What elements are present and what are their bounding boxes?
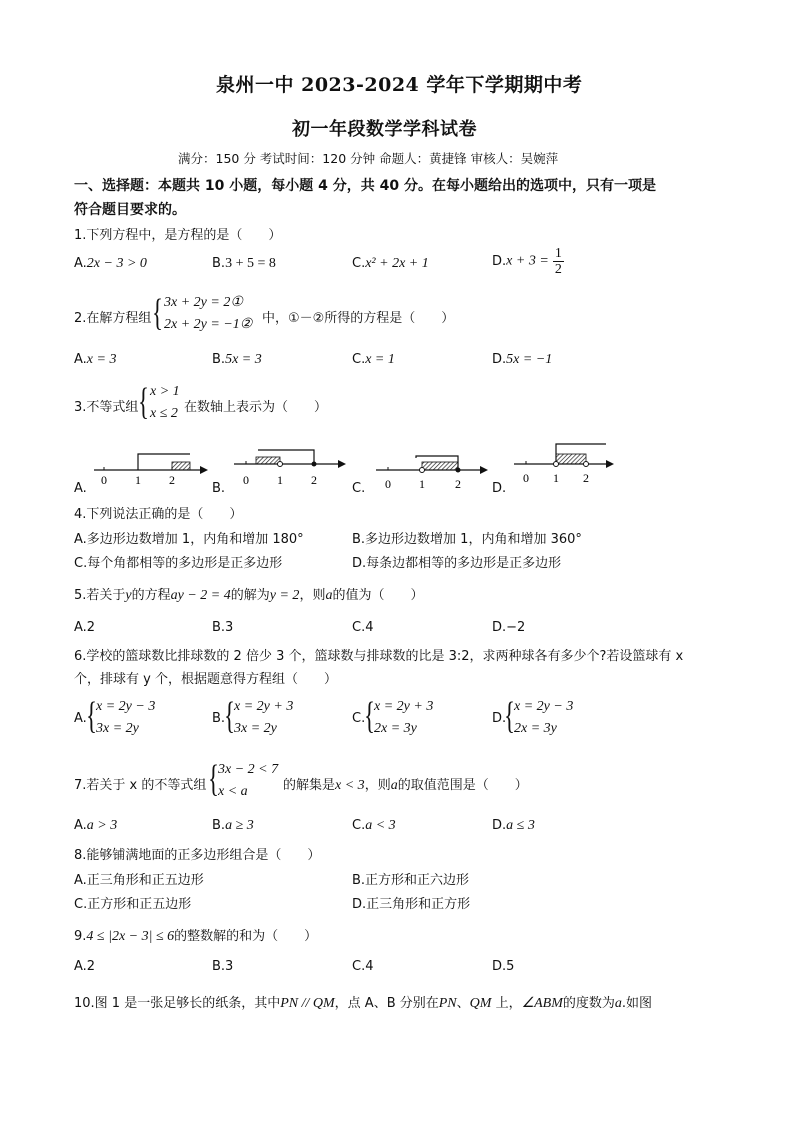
svg-text:1: 1: [277, 473, 283, 487]
q10-stem: 10.图 1 是一张足够长的纸条，其中PN // QM，点 A、B 分别在PN、QM 上，∠ABM的度数为a.如图: [74, 996, 653, 1011]
q1-option-a: A.2x − 3 > 0: [74, 256, 147, 271]
svg-text:0: 0: [523, 471, 529, 485]
q8-option-d: D.正三角形和正方形: [352, 897, 471, 912]
number-line-d: [514, 444, 614, 485]
q2-option-a: A.x = 3: [74, 352, 117, 367]
q6-stem-line1: 6.学校的篮球数比排球数的 2 倍少 3 个，篮球数与排球数的比是 3:2，求两种球各有多少个?若设篮球有 x: [74, 649, 684, 664]
section-heading-cont: 符合题目要求的。: [74, 202, 186, 218]
q1-option-b: B.3 + 5 = 8: [212, 256, 276, 271]
svg-text:1: 1: [553, 471, 559, 485]
q9-option-d: D.5: [492, 959, 515, 974]
system-brace: {: [138, 381, 149, 423]
q3-option-d: D.: [492, 481, 507, 496]
q2-option-d: D.5x = −1: [492, 352, 553, 367]
svg-text:0: 0: [101, 473, 107, 487]
q7-stem-post: 的解集是x < 3，则a的取值范围是（ ）: [283, 778, 528, 793]
exam-info: 满分：150 分 考试时间：120 分钟 命题人：黄捷锋 审核人：吴婉萍: [178, 151, 559, 166]
q5-option-c: C.4: [352, 620, 374, 635]
q4-option-a: A.多边形边数增加 1，内角和增加 180°: [74, 532, 304, 547]
q6-option-d: x = 2y − 3 2x = 3y: [514, 699, 574, 736]
q7-option-c: C.a < 3: [352, 818, 396, 833]
svg-text:1: 1: [419, 477, 425, 491]
q2-stem-pre: 2.在解方程组: [74, 311, 152, 326]
q5-option-d: D.−2: [492, 620, 526, 635]
q4-option-d: D.每条边都相等的多边形是正多边形: [352, 556, 562, 571]
q4-stem: 4.下列说法正确的是（ ）: [74, 507, 243, 522]
q5-option-a: A.2: [74, 620, 96, 635]
q5-stem: 5.若关于y的方程ay − 2 = 4的解为y = 2，则a的值为（ ）: [74, 588, 424, 603]
number-line-b: [234, 450, 346, 487]
q3-option-a: A.: [74, 481, 87, 496]
q2-option-c: C.x = 1: [352, 352, 395, 367]
exam-title: 泉州一中 2023-2024 学年下学期期中考: [216, 74, 583, 96]
q9-option-a: A.2: [74, 959, 96, 974]
q2-option-b: B.5x = 3: [212, 352, 262, 367]
q3-number-lines: [70, 438, 630, 498]
q3-option-b: B.: [212, 481, 226, 496]
system-brace: {: [224, 695, 235, 737]
q5-option-b: B.3: [212, 620, 234, 635]
fraction-one-half: $\frac{1}{2}$: [554, 246, 562, 277]
q8-option-a: A.正三角形和正五边形: [74, 873, 204, 888]
svg-text:2: 2: [311, 473, 317, 487]
q9-option-c: C.4: [352, 959, 374, 974]
q2-system: 3x + 2y = 2① 2x + 2y = −1②: [164, 295, 253, 332]
q2-stem-post: 中，①－②所得的方程是（ ）: [262, 311, 455, 326]
q4-option-c: C.每个角都相等的多边形是正多边形: [74, 556, 283, 571]
q7-system: 3x − 2 < 7 x < a: [218, 762, 279, 799]
system-brace: {: [152, 292, 163, 334]
q3-system: x > 1 x ≤ 2: [150, 384, 180, 421]
q6-option-d-label: D.: [492, 711, 507, 726]
exam-subtitle: 初一年段数学学科试卷: [292, 119, 477, 140]
system-brace: {: [504, 695, 515, 737]
svg-text:2: 2: [583, 471, 589, 485]
q1-option-d: D.x + 3 = $\frac{1}{2}$: [492, 246, 562, 277]
q7-option-d: D.a ≤ 3: [492, 818, 535, 833]
q3-stem-pre: 3.不等式组: [74, 400, 139, 415]
q6-option-a: x = 2y − 3 3x = 2y: [96, 699, 156, 736]
svg-text:2: 2: [455, 477, 461, 491]
svg-text:2: 2: [169, 473, 175, 487]
q3-option-c: C.: [352, 481, 366, 496]
q4-option-b: B.多边形边数增加 1，内角和增加 360°: [352, 532, 582, 547]
q9-stem: 9.4 ≤ |2x − 3| ≤ 6的整数解的和为（ ）: [74, 929, 318, 944]
q8-option-c: C.正方形和正五边形: [74, 897, 192, 912]
q3-stem-post: 在数轴上表示为（ ）: [184, 400, 328, 415]
system-brace: {: [364, 695, 375, 737]
q9-option-b: B.3: [212, 959, 234, 974]
number-line-c: [376, 456, 488, 491]
svg-text:0: 0: [243, 473, 249, 487]
q8-stem: 8.能够铺满地面的正多边形组合是（ ）: [74, 848, 321, 863]
q7-option-a: A.a > 3: [74, 818, 118, 833]
system-brace: {: [208, 758, 219, 800]
q6-option-b-label: B.: [212, 711, 226, 726]
q6-option-c-label: C.: [352, 711, 366, 726]
section-heading: 一、选择题：本题共 10 小题，每小题 4 分，共 40 分。在每小题给出的选项中，只有一项是: [74, 178, 656, 194]
q1-option-c: C.x² + 2x + 1: [352, 256, 429, 271]
svg-text:1: 1: [135, 473, 141, 487]
svg-text:0: 0: [385, 477, 391, 491]
q8-option-b: B.正方形和正六边形: [352, 873, 470, 888]
number-line-a: [94, 454, 208, 487]
q7-stem-pre: 7.若关于 x 的不等式组: [74, 778, 207, 793]
q1-stem: 1.下列方程中，是方程的是（ ）: [74, 228, 282, 243]
q6-option-a-label: A.: [74, 711, 87, 726]
system-brace: {: [86, 695, 97, 737]
q7-option-b: B.a ≥ 3: [212, 818, 254, 833]
q6-option-b: x = 2y + 3 3x = 2y: [234, 699, 294, 736]
q6-stem-line2: 个，排球有 y 个，根据题意得方程组（ ）: [74, 672, 337, 687]
q6-option-c: x = 2y + 3 2x = 3y: [374, 699, 434, 736]
